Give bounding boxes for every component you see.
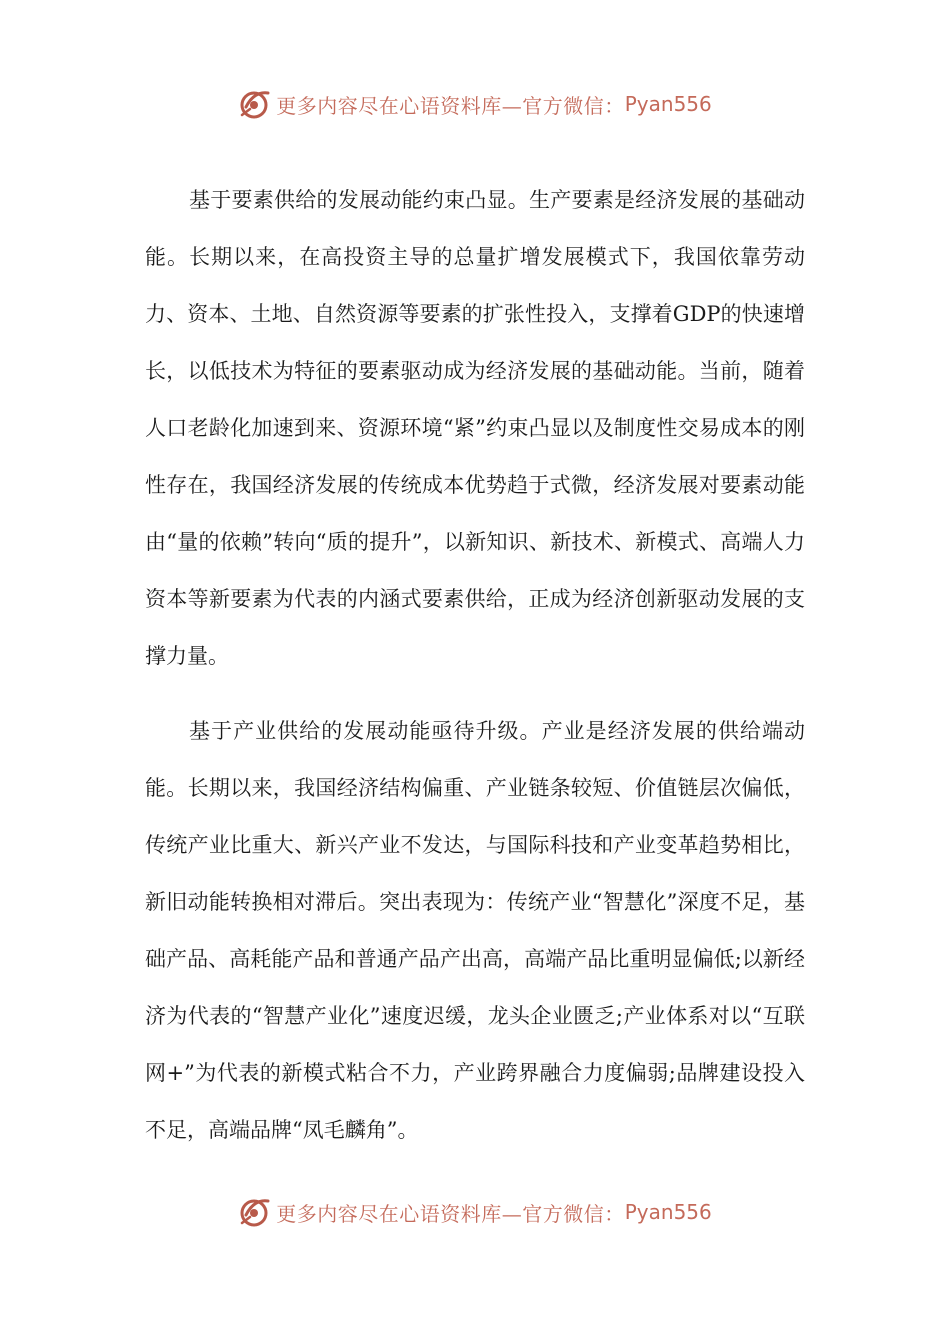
paragraph: 基于要素供给的发展动能约束凸显。生产要素是经济发展的基础动能。长期以来，在高投资主导的总量扩增发展模式下，我国依靠劳动力、资本、土地、自然资源等要素的扩张性投入，支撑着GDP的快速增长，以低技术为特征的要素驱动成为经济发展的基础动能。当前，随着人口老龄化加速到来、资源环境“紧”约束凸显以及制度性交易成本的刚性存在，我国经济发展的传统成本优势趋于式微，经济发展对要素动能由“量的依赖”转向“质的提升”，以新知识、新技术、新模式、高端人力资本等新要素为代表的内涵式要素供给，正成为经济创新驱动发展的支撑力量。 [145,188,805,668]
banner-text: 更多内容尽在心语资料库—官方微信： [276,1201,625,1226]
logo-icon [238,87,272,121]
header-banner [0,84,950,124]
logo-icon [238,1195,272,1229]
banner-wechat-id: Pyan556 [624,92,712,116]
banner-wechat-id: Pyan556 [624,1200,712,1224]
footer-banner [0,1192,950,1232]
document-body [145,172,805,1177]
paragraph: 基于产业供给的发展动能亟待升级。产业是经济发展的供给端动能。长期以来，我国经济结构偏重、产业链条较短、价值链层次偏低，传统产业比重大、新兴产业不发达，与国际科技和产业变革趋势相比，新旧动能转换相对滞后。突出表现为：传统产业“智慧化”深度不足，基础产品、高耗能产品和普通产品产出高，高端产品比重明显偏低;以新经济为代表的“智慧产业化”速度迟缓，龙头企业匮乏;产业体系对以“互联网+”为代表的新模式粘合不力，产业跨界融合力度偏弱;品牌建设投入不足，高端品牌“凤毛麟角”。 [145,719,805,1142]
banner-text: 更多内容尽在心语资料库—官方微信： [276,93,625,118]
